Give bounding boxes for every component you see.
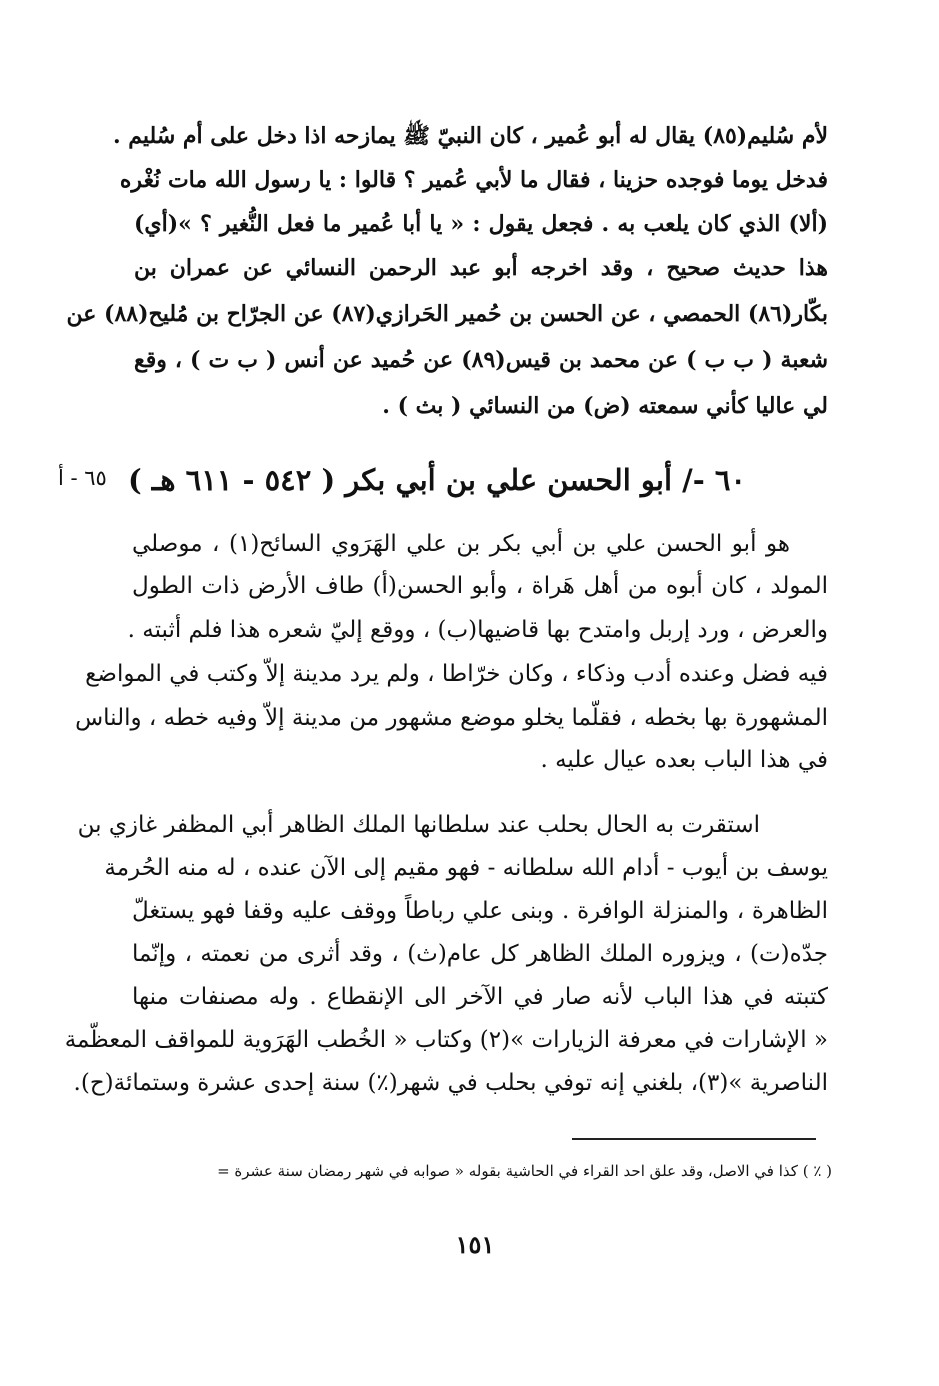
text-line: في هذا الباب بعده عيال عليه . [540, 747, 828, 773]
text-line: يوسف بن أيوب - أدام الله سلطانه - فهو مقيم إلى الآن عنده ، له منه الحُرمة [104, 855, 828, 881]
text-line: شعبة ( ب ب ) عن محمد بن قيس(٨٩) عن حُميد عن أنس ( ب ت ) ، وقع [134, 347, 829, 373]
text-line: هو أبو الحسن علي بن أبي بكر بن علي الهَرَوي السائح(١) ، موصلي [132, 531, 790, 557]
text-line: الظاهرة ، والمنزلة الوافرة . وبنى علي رباطاً ووقف عليه وقفا فهو يستغلّ [132, 898, 828, 924]
text-line: فدخل يوما فوجده حزينا ، فقال ما لأبي عُمير ؟ قالوا : يا رسول الله مات نُغْره [119, 167, 828, 193]
text-line: الناصرية »(٣)، بلغني إنه توفي بحلب في شهر(٪) سنة إحدى عشرة وستمائة(ح). [73, 1070, 828, 1096]
text-line: « الإشارات في معرفة الزيارات »(٢) وكتاب « الخُطب الهَرَوية للمواقف المعظّمة [64, 1027, 828, 1053]
footnote-separator [572, 1138, 816, 1140]
text-line: هذا حديث صحيح ، وقد اخرجه أبو عبد الرحمن النسائي عن عمران بن [134, 255, 828, 281]
text-line: والعرض ، ورد إربل وامتدح بها قاضيها(ب) ، ووقع إليّ شعره هذا فلم أثبته . [127, 617, 828, 643]
margin-folio-note: ٦٥ - أ [58, 466, 107, 490]
footnote: ( ٪ ) كذا في الاصل، وقد علق احد القراء في الحاشية بقوله « صوابه في شهر رمضان سنة عشرة = [217, 1162, 832, 1180]
text-line: فيه فضل وعنده أدب وذكاء ، وكان خرّاطا ، ولم يرد مدينة إلاّ وكتب في المواضع [85, 661, 828, 687]
text-line: جدّه(ت) ، ويزوره الملك الظاهر كل عام(ث) ، وقد أثرى من نعمته ، وإنّما [132, 941, 828, 967]
text-line: لأم سُليم(٨٥) يقال له أبو عُمير ، كان النبيّ ﷺ يمازحه اذا دخل على أم سُليم . [112, 123, 828, 149]
text-line: بكّار(٨٦) الحمصي ، عن الحسن بن حُمير الحَرازي(٨٧) عن الجرّاح بن مُليح(٨٨) عن [66, 301, 828, 327]
text-line: كتبته في هذا الباب لأنه صار في الآخر الى الإنقطاع . وله مصنفات منها [132, 984, 828, 1010]
text-line: (ألا) الذي كان يلعب به . فجعل يقول : « يا أبا عُمير ما فعل النُّغير ؟ »(أي) [134, 211, 828, 237]
entry-heading: ٦٠ -/ أبو الحسن علي بن أبي بكر ( ٥٤٢ - ٦١١ هـ ) [127, 463, 746, 497]
text-line: المولد ، كان أبوه من أهل هَراة ، وأبو الحسن(أ) طاف الأرض ذات الطول [132, 573, 828, 599]
text-line: المشهورة بها بخطه ، فقلّما يخلو موضع مشهور من مدينة إلاّ وفيه خطه ، والناس [75, 705, 828, 731]
text-line: استقرت به الحال بحلب عند سلطانها الملك الظاهر أبي المظفر غازي بن [77, 812, 760, 838]
text-line: لي عاليا كأني سمعته (ض) من النسائي ( بث ) . [382, 393, 828, 419]
page-number: ١٥١ [455, 1230, 495, 1259]
